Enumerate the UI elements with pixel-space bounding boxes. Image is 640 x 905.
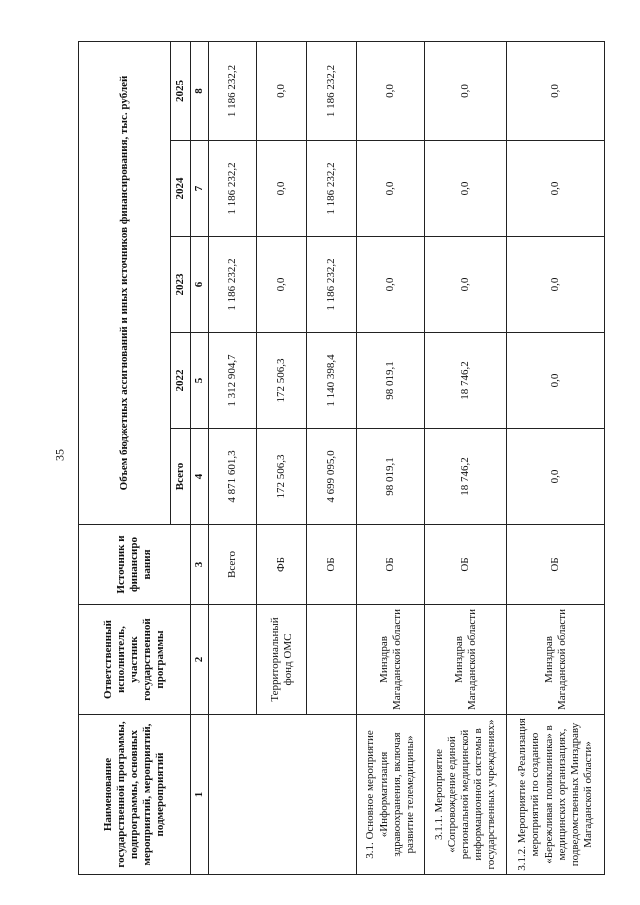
row-executor: Минздрав Магаданской области — [425, 605, 507, 715]
row-value-2022: 18 746,2 — [425, 333, 507, 429]
column-number-row — [191, 41, 209, 874]
budget-table-container — [78, 42, 602, 875]
header-source: Источник и финансиро вания — [79, 525, 191, 605]
row-value-2024: 1 186 232,2 — [209, 141, 257, 237]
row-executor: Минздрав Магаданской области — [507, 605, 605, 715]
table-row — [507, 41, 605, 874]
row-executor — [307, 605, 357, 715]
header-year-2022: 2022 — [171, 333, 191, 429]
page-number: 35 — [52, 449, 67, 461]
row-value-2024: 0,0 — [257, 141, 307, 237]
col-number: 2 — [191, 605, 209, 715]
row-value-total: 98 019,1 — [357, 429, 425, 525]
row-name: 3.1.2. Мероприятие «Реализация мероприятий по созданию «Бережливая поликлиника» в медицинских организациях, подведомственных Минздраву Магаданской области» — [507, 715, 605, 875]
row-value-2024: 0,0 — [507, 141, 605, 237]
row-value-total: 18 746,2 — [425, 429, 507, 525]
header-program-name: Наименование государственной программы, подпрограммы, основных мероприятий, мероприятий, подмероприятий — [79, 715, 191, 875]
row-name: 3.1.1. Мероприятие «Сопровождение единой региональной медицинской информационной системы в государственных учреждениях» — [425, 715, 507, 875]
row-source: Всего — [209, 525, 257, 605]
header-year-2023: 2023 — [171, 237, 191, 333]
col-number: 1 — [191, 715, 209, 875]
col-number: 7 — [191, 141, 209, 237]
row-value-2023: 0,0 — [507, 237, 605, 333]
budget-table — [78, 41, 605, 875]
row-value-2023: 1 186 232,2 — [307, 237, 357, 333]
row-value-2022: 172 506,3 — [257, 333, 307, 429]
row-value-2025: 0,0 — [507, 41, 605, 140]
row-executor: Минздрав Магаданской области — [357, 605, 425, 715]
row-executor — [209, 605, 257, 715]
table-row — [357, 41, 425, 874]
row-value-2024: 1 186 232,2 — [307, 141, 357, 237]
table-row — [209, 41, 257, 874]
col-number: 5 — [191, 333, 209, 429]
table-row — [425, 41, 507, 874]
row-value-2023: 0,0 — [257, 237, 307, 333]
col-number: 8 — [191, 41, 209, 140]
row-source: ОБ — [425, 525, 507, 605]
row-value-2025: 1 186 232,2 — [209, 41, 257, 140]
header-year-2025: 2025 — [171, 41, 191, 140]
row-value-2024: 0,0 — [357, 141, 425, 237]
row-executor: Территориальный фонд ОМС — [257, 605, 307, 715]
row-source: ОБ — [507, 525, 605, 605]
row-value-2023: 1 186 232,2 — [209, 237, 257, 333]
row-value-2025: 1 186 232,2 — [307, 41, 357, 140]
row-value-2022: 98 019,1 — [357, 333, 425, 429]
col-number: 4 — [191, 429, 209, 525]
row-value-2024: 0,0 — [425, 141, 507, 237]
row-value-2022: 1 140 398,4 — [307, 333, 357, 429]
row-source: ОБ — [307, 525, 357, 605]
row-source: ОБ — [357, 525, 425, 605]
header-volume: Объем бюджетных ассигнований и иных источников финансирования, тыс. рублей — [79, 41, 171, 524]
row-value-2022: 0,0 — [507, 333, 605, 429]
row-value-2025: 0,0 — [425, 41, 507, 140]
row-value-2023: 0,0 — [357, 237, 425, 333]
row-source: ФБ — [257, 525, 307, 605]
row-name: 3.1. Основное мероприятие «Информатизация здравоохранения, включая развитие телемедицины» — [357, 715, 425, 875]
row-name — [209, 715, 357, 875]
row-value-2025: 0,0 — [357, 41, 425, 140]
row-value-2023: 0,0 — [425, 237, 507, 333]
row-value-total: 0,0 — [507, 429, 605, 525]
row-value-total: 4 871 601,3 — [209, 429, 257, 525]
row-value-2025: 0,0 — [257, 41, 307, 140]
row-value-total: 172 506,3 — [257, 429, 307, 525]
header-total: Всего — [171, 429, 191, 525]
header-year-2024: 2024 — [171, 141, 191, 237]
header-executor: Ответственный исполнитель, участник государственной программы — [79, 605, 191, 715]
row-value-2022: 1 312 904,7 — [209, 333, 257, 429]
col-number: 6 — [191, 237, 209, 333]
row-value-total: 4 699 095,0 — [307, 429, 357, 525]
col-number: 3 — [191, 525, 209, 605]
